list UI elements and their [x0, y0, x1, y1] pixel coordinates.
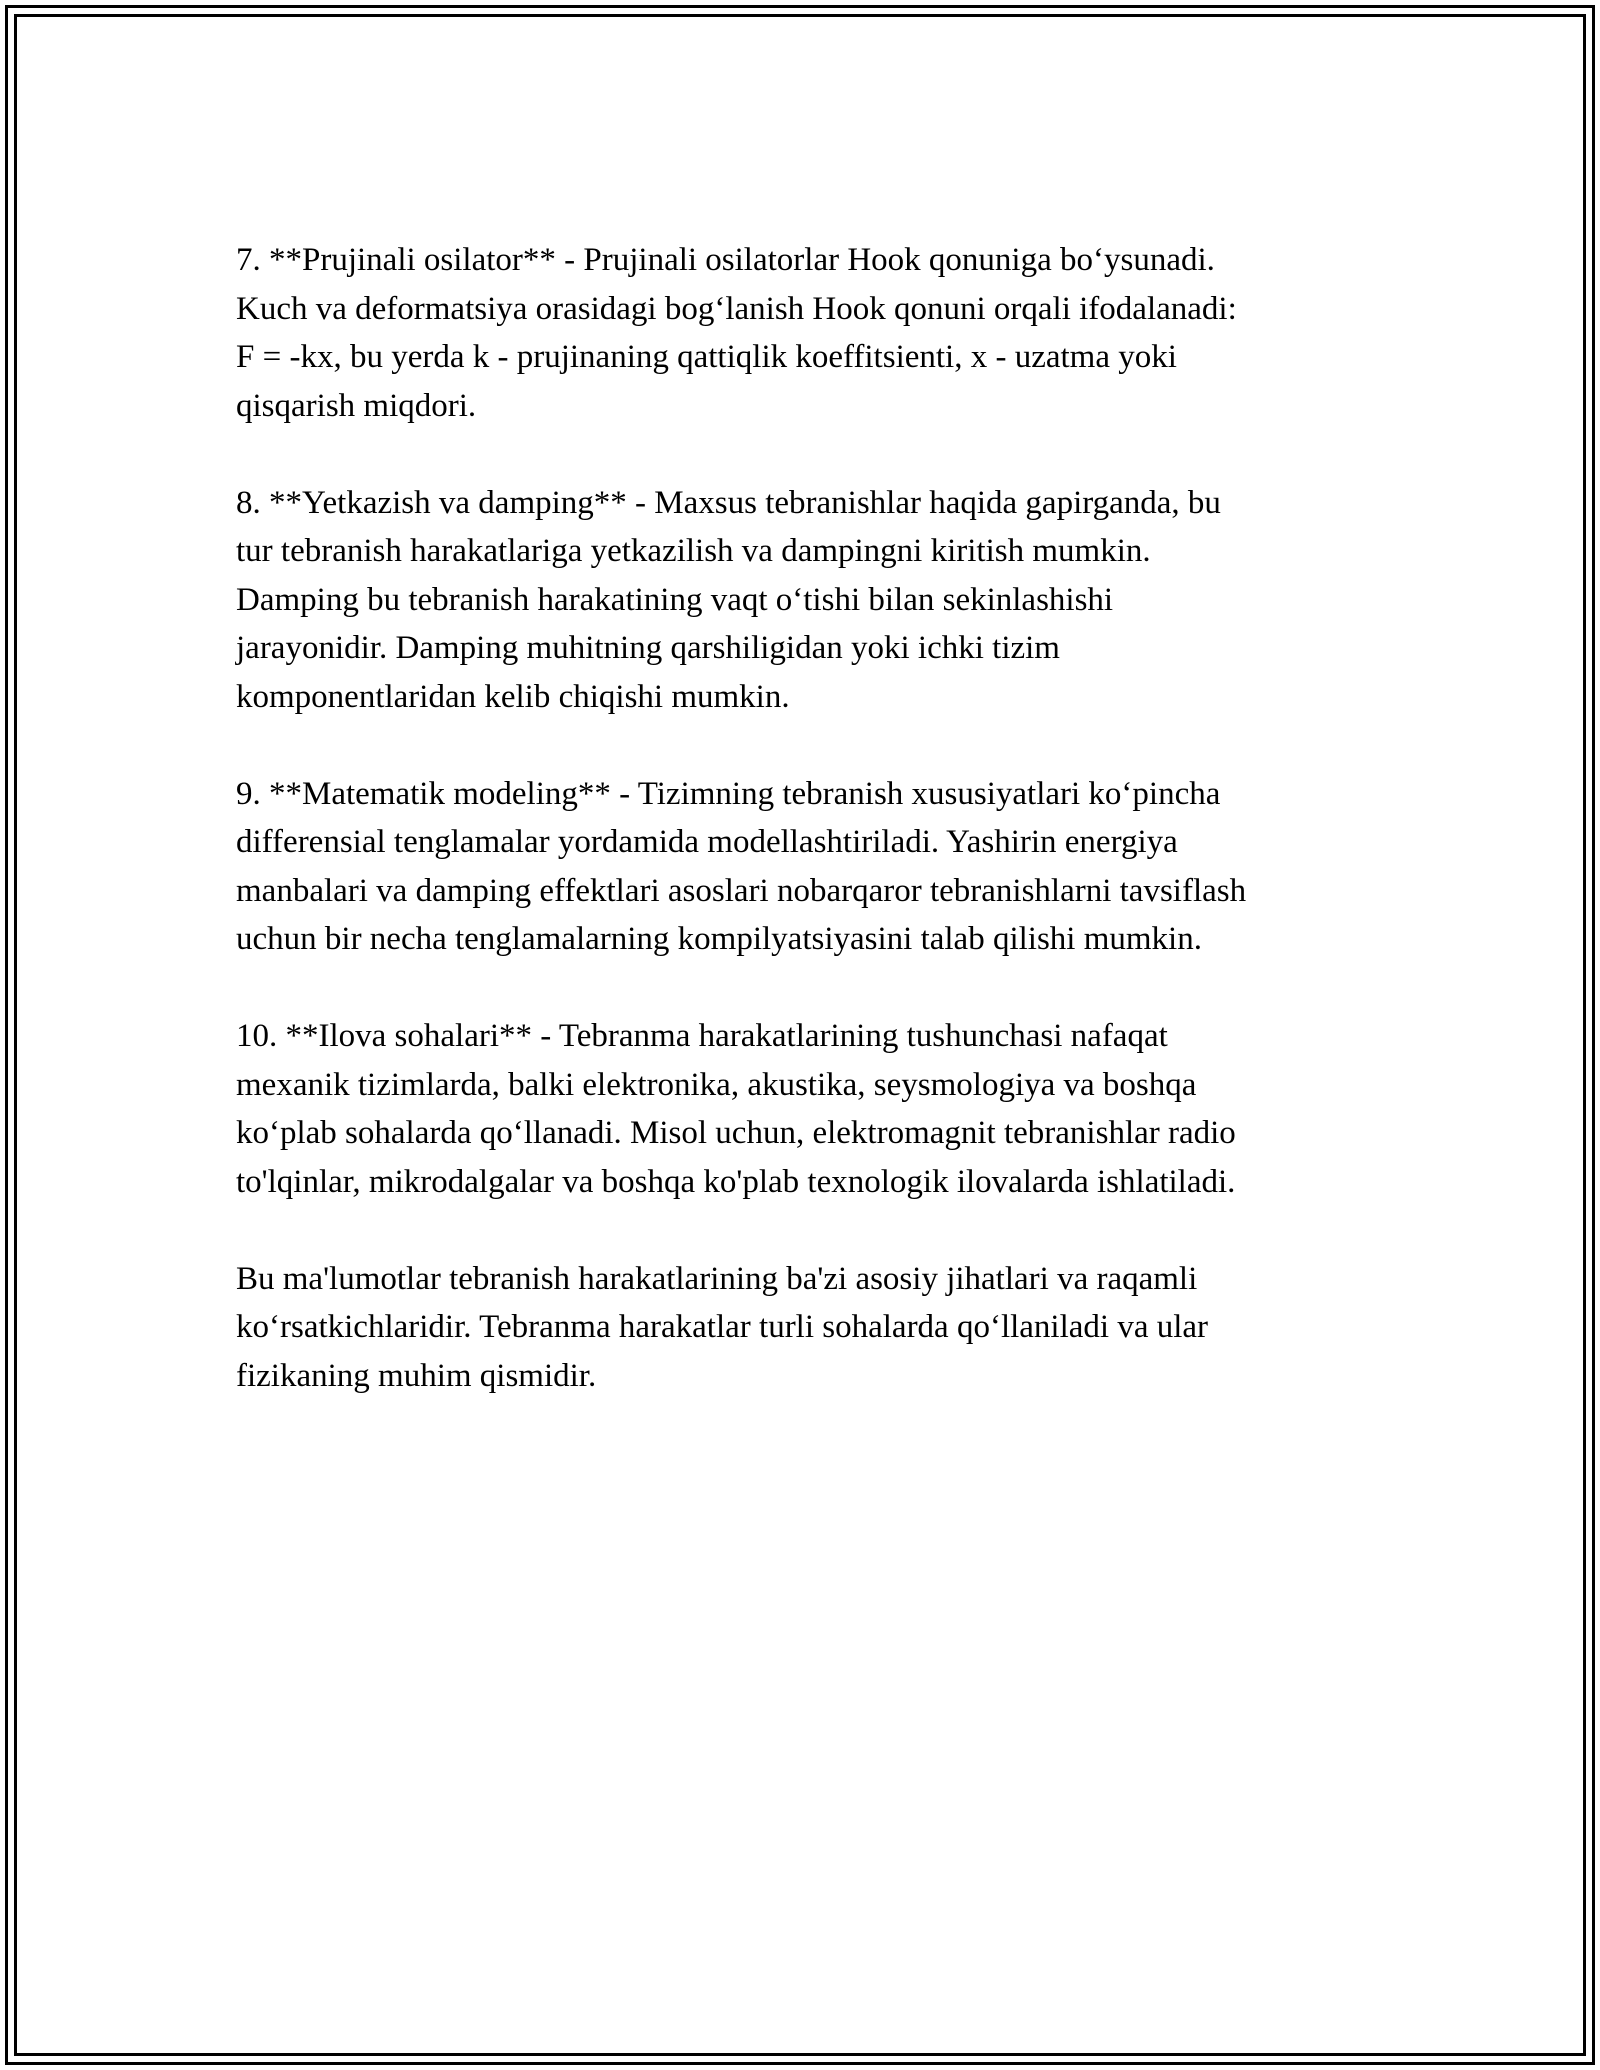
paragraph-prujinali-osilator: 7. **Prujinali osilator** - Prujinali osilatorlar Hook qonuniga bo‘ysunadi. Kuch va deformatsiya orasidagi bog‘lanish Hook qonuni orqali ifodalanadi: F = -kx, bu yerda k - prujinaning qattiqlik koeffitsienti, x - uzatma yoki qisqarish miqdori. [236, 242, 1237, 424]
paragraph-conclusion: Bu ma'lumotlar tebranish harakatlarining ba'zi asosiy jihatlari va raqamli ko‘rsatkichlaridir. Tebranma harakatlar turli sohalarda qo‘llaniladi va ular fizikaning muhim qismidir. [236, 1260, 1209, 1394]
document-body [236, 236, 1376, 1449]
paragraph-ilova-sohalari: 10. **Ilova sohalari** - Tebranma harakatlarining tushunchasi nafaqat mexanik tizimlarda, balki elektronika, akustika, seysmologiya va boshqa ko‘plab sohalarda qo‘llanadi. Misol uchun, elektromagnit tebranishlar radio to'lqinlar, mikrodalgalar va boshqa ko'plab texnologik ilovalarda ishlatiladi. [236, 1018, 1236, 1200]
paragraph-yetkazish-va-damping: 8. **Yetkazish va damping** - Maxsus tebranishlar haqida gapirganda, bu tur tebranish harakatlariga yetkazilish va dampingni kiritish mumkin. Damping bu tebranish harakatining vaqt o‘tishi bilan sekinlashishi jarayonidir. Damping muhitning qarshiligidan yoki ichki tizim komponentlaridan kelib chiqishi mumkin. [236, 484, 1221, 715]
paragraph-matematik-modeling: 9. **Matematik modeling** - Tizimning tebranish xususiyatlari ko‘pincha differensial tenglamalar yordamida modellashtiriladi. Yashirin energiya manbalari va damping effektlari asoslari nobarqaror tebranishlarni tavsiflash uchun bir necha tenglamalarning kompilyatsiyasini talab qilishi mumkin. [236, 775, 1247, 957]
